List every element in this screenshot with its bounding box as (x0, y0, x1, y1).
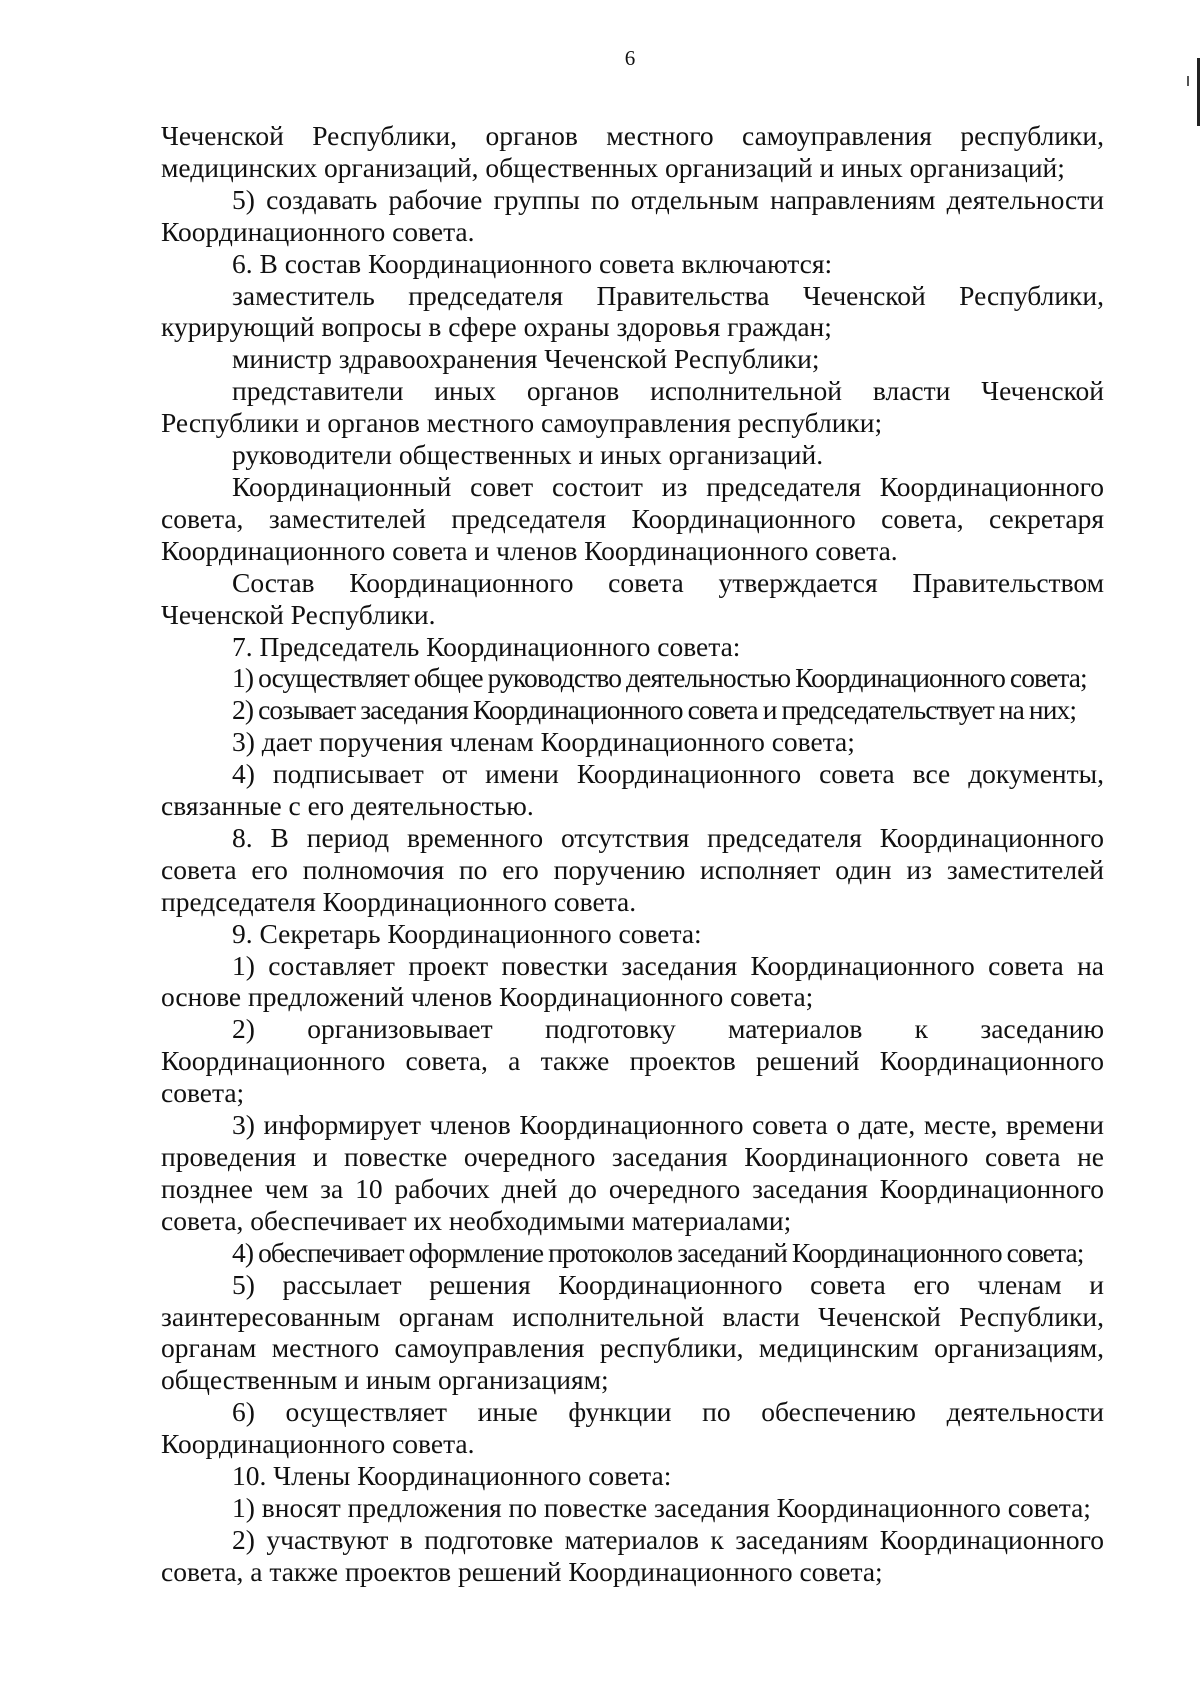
paragraph: 3) дает поручения членам Координационного совета; (232, 726, 855, 758)
paragraph: 6) осуществляет иные функции по обеспечению деятельности Координационного совета. (161, 1396, 1104, 1460)
paragraph: 9. Секретарь Координационного совета: (232, 917, 702, 949)
paragraph: министр здравоохранения Чеченской Республики; (232, 343, 820, 375)
paragraph: 2) созывает заседания Координационного совета и председательствует на них; (232, 694, 1077, 726)
paragraph: 10. Члены Координационного совета: (232, 1460, 672, 1492)
paragraph: 4) подписывает от имени Координационного совета все документы, связанные с его деятельностью. (161, 758, 1104, 822)
paragraph: 8. В период временного отсутствия председателя Координационного совета его полномочия по его поручению исполняет один из заместителей председателя Координационного совета. (161, 821, 1104, 917)
paragraph: Координационный совет состоит из председателя Координационного совета, заместителей председателя Координационного совета, секретаря Координационного совета и членов Координационного совета. (161, 470, 1104, 566)
page-number: 6 (624, 46, 636, 70)
paragraph: 3) информирует членов Координационного совета о дате, месте, времени проведения и повестке очередного заседания Координационного совета не позднее чем за 10 рабочих дней до очередного заседания Координационного совета, обеспечивает их необходимыми материалами; (161, 1109, 1104, 1236)
scan-edge-tick (1187, 76, 1189, 86)
paragraph: 4) обеспечивает оформление протоколов заседаний Координационного совета; (232, 1236, 1084, 1268)
paragraph: Чеченской Республики, органов местного самоуправления республики, медицинских организаций, общественных организаций и иных организаций; (161, 120, 1104, 183)
paragraph: 6. В состав Координационного совета включаются: (232, 247, 833, 279)
paragraph: заместитель председателя Правительства Чеченской Республики, курирующий вопросы в сфере охраны здоровья граждан; (161, 279, 1104, 343)
paragraph: 5) создавать рабочие группы по отдельным направлениям деятельности Координационного совета. (161, 183, 1104, 247)
paragraph: 7. Председатель Координационного совета: (232, 630, 741, 662)
paragraph: руководители общественных и иных организаций. (232, 439, 824, 471)
paragraph: 1) составляет проект повестки заседания Координационного совета на основе предложений членов Координационного совета; (161, 949, 1104, 1013)
paragraph: 2) организовывает подготовку материалов к заседанию Координационного совета, а также проектов решений Координационного совета; (161, 1013, 1104, 1109)
paragraph: 2) участвуют в подготовке материалов к заседаниям Координационного совета, а также проектов решений Координационного совета; (161, 1523, 1104, 1587)
paragraph: 1) вносят предложения по повестке заседания Координационного совета; (232, 1491, 1091, 1523)
paragraph: 5) рассылает решения Координационного совета его членам и заинтересованным органам исполнительной власти Чеченской Республики, органам местного самоуправления республики, медицинским организациям, общественным и иным организациям; (161, 1268, 1104, 1396)
paragraph: представители иных органов исполнительной власти Чеченской Республики и органов местного самоуправления республики; (161, 375, 1104, 439)
paragraph: 1) осуществляет общее руководство деятельностью Координационного совета; (232, 662, 1087, 694)
paragraph: Состав Координационного совета утверждается Правительством Чеченской Республики. (161, 566, 1104, 630)
document-body (161, 120, 1104, 1588)
